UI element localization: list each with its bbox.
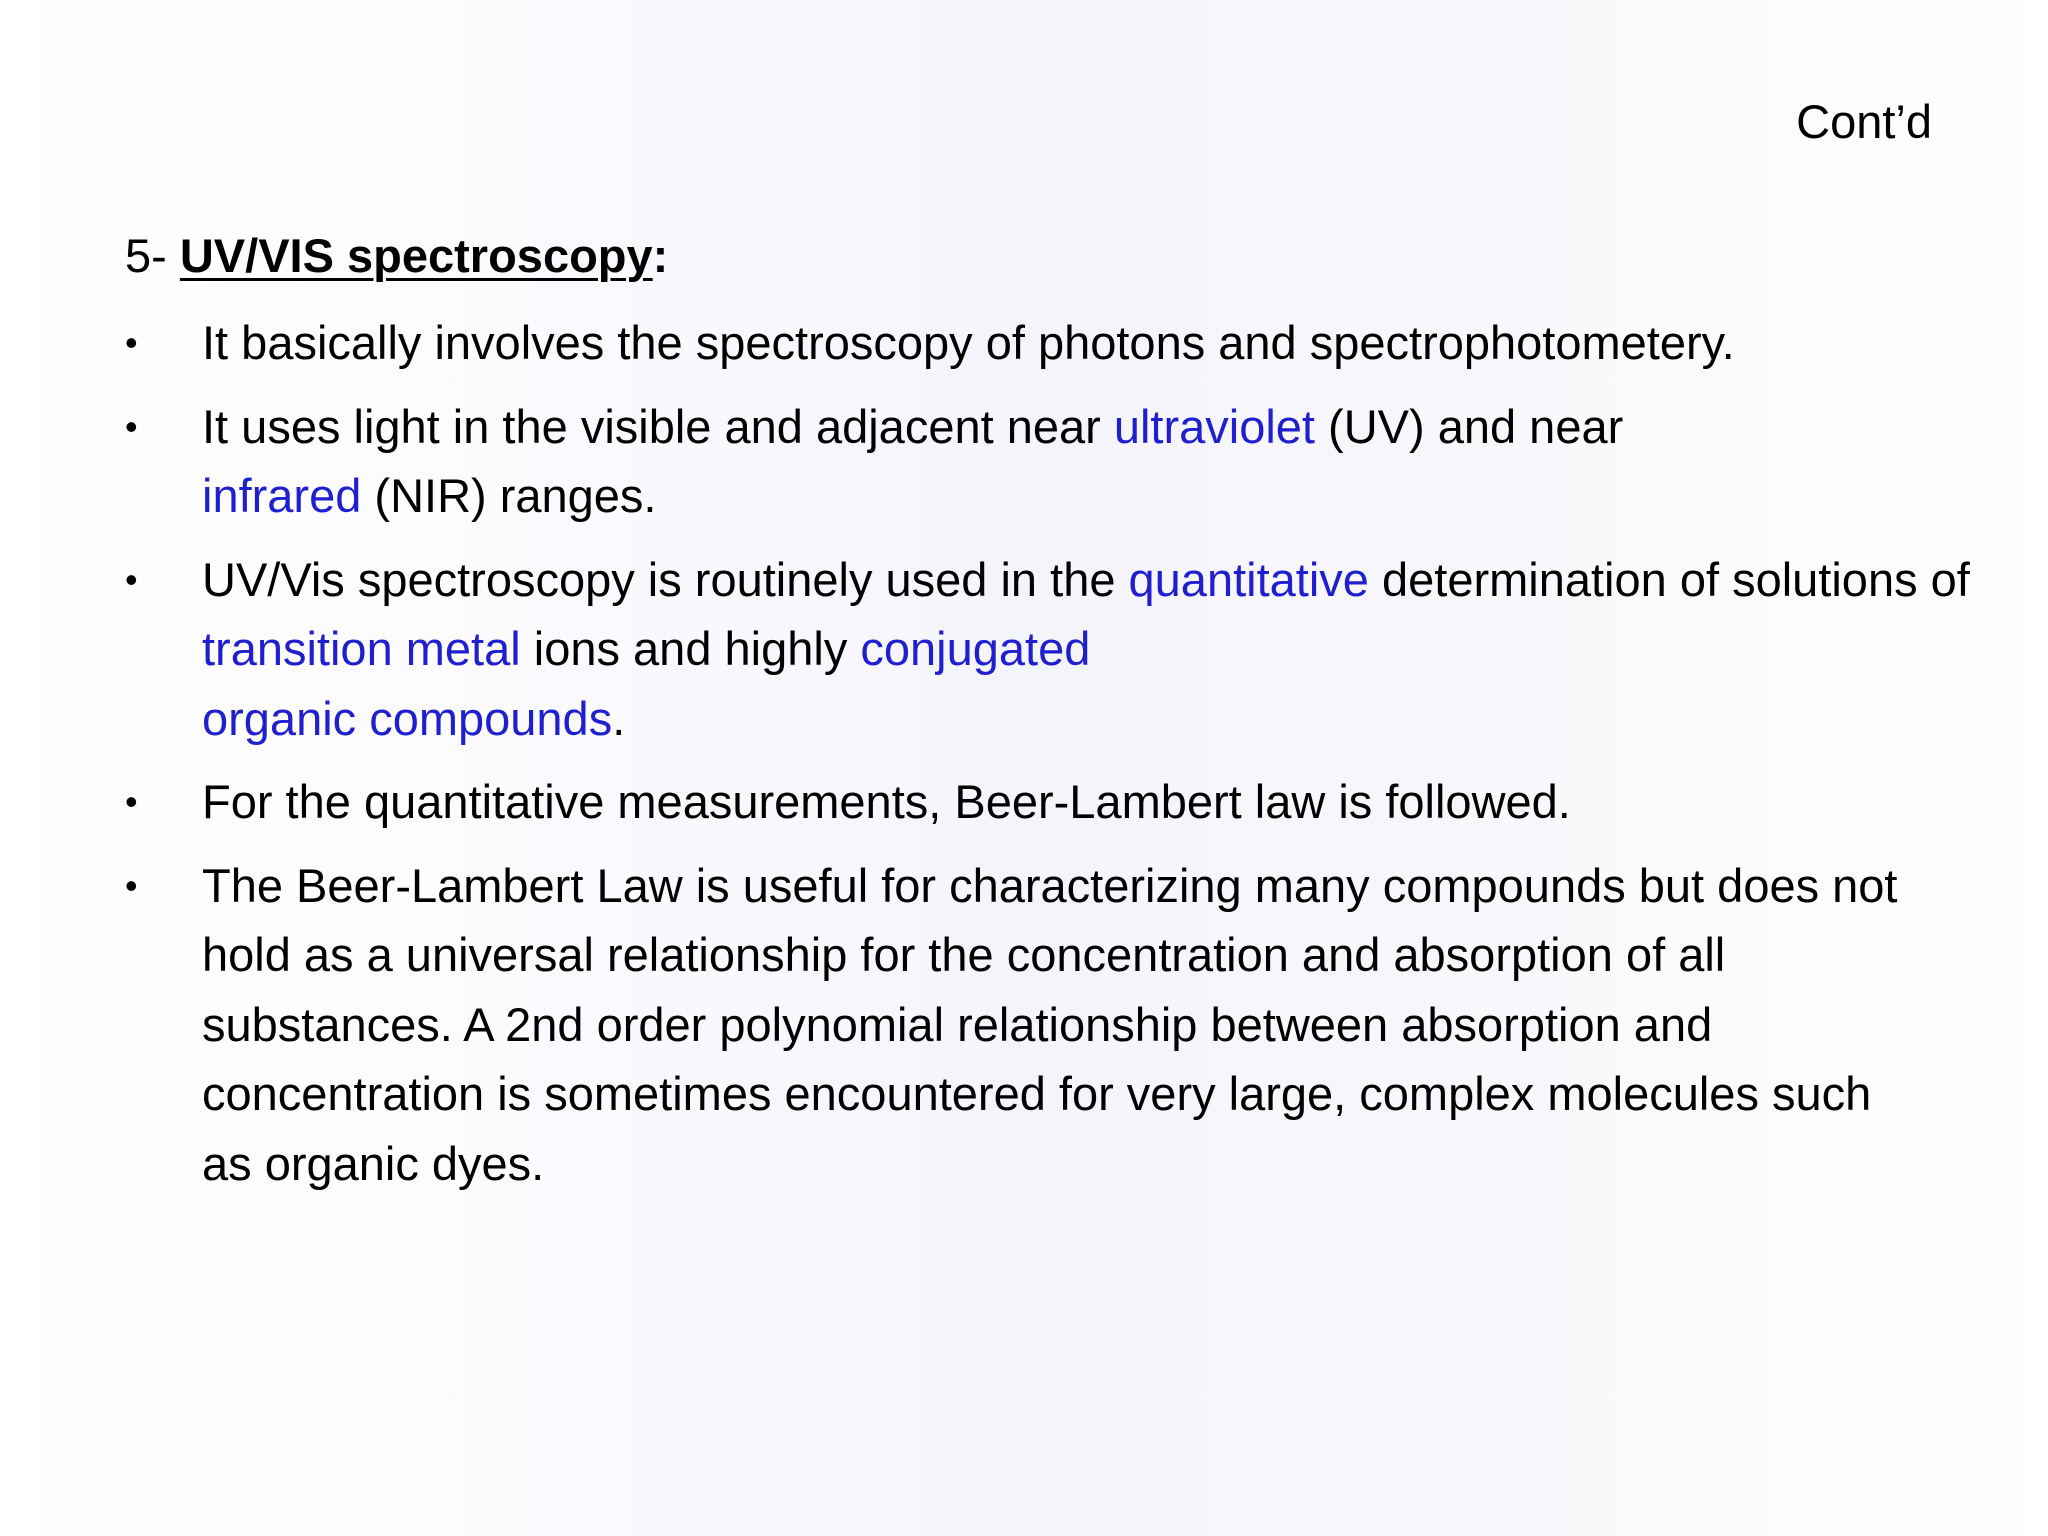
bullet-icon: •: [125, 405, 138, 447]
bullet-list: [125, 308, 1970, 1212]
bullet-item-light-ranges: [125, 392, 1922, 531]
bullet-item-quantitative: [125, 545, 1982, 754]
bullet-icon: •: [125, 864, 138, 906]
bullet-text: determination of solutions of: [1368, 552, 1970, 606]
bullet-text: UV/Vis spectroscopy is routinely used in the: [202, 552, 1129, 606]
heading-number: 5-: [125, 229, 180, 282]
link-transition-metal[interactable]: transition metal: [202, 622, 521, 675]
bullet-text: It uses light in the visible and adjacent near: [202, 399, 1114, 453]
bullet-item-beer-lambert: [125, 767, 1945, 837]
link-organic-compounds[interactable]: organic compounds: [202, 691, 613, 745]
bullet-icon: •: [125, 781, 138, 822]
bullet-text: It basically involves the spectroscopy of photons and spectrophotometery.: [202, 316, 1735, 369]
bullet-text: .: [612, 691, 626, 745]
link-ultraviolet[interactable]: ultraviolet: [1113, 399, 1315, 453]
bullet-text: (NIR) ranges.: [361, 469, 657, 522]
bullet-item-photons: [125, 308, 1982, 378]
section-heading: [125, 226, 668, 286]
heading-colon: :: [652, 229, 669, 282]
bullet-text: (UV) and near: [1315, 399, 1624, 453]
bullet-item-law-limits: [125, 851, 1902, 1199]
bullet-icon: •: [125, 322, 138, 363]
link-infrared[interactable]: infrared: [202, 469, 362, 522]
link-conjugated[interactable]: conjugated: [860, 622, 1091, 675]
heading-title: UV/VIS spectroscopy: [179, 229, 653, 282]
continued-label: Cont’d: [1796, 95, 1932, 148]
bullet-text: ions and highly: [520, 622, 861, 675]
bullet-icon: •: [125, 558, 138, 600]
link-quantitative[interactable]: quantitative: [1128, 552, 1369, 606]
bullet-text: The Beer-Lambert Law is useful for characterizing many compounds but does not hold as a universal relationship for the concentration and absorption of all substances. A 2nd order polynomial relationship between absorption and concentration is sometimes encountered for very large, complex molecules such as organic dyes.: [202, 858, 1898, 1190]
bullet-text: For the quantitative measurements, Beer-Lambert law is followed.: [202, 775, 1571, 828]
